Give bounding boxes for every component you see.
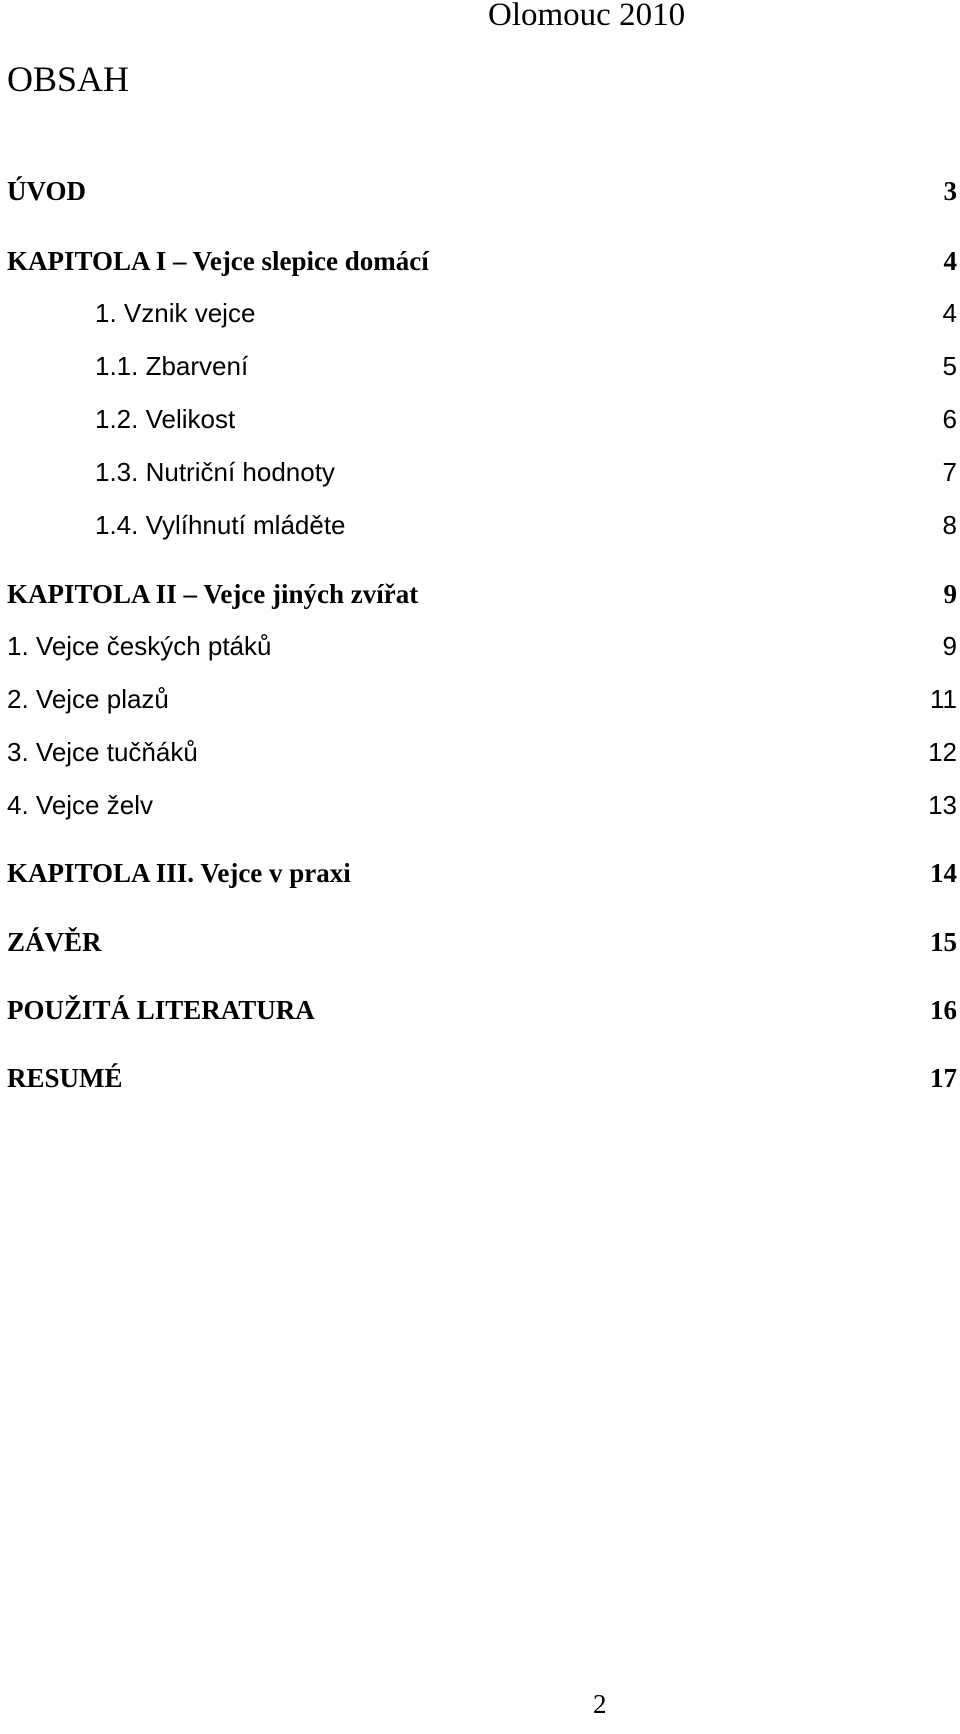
toc-entry-vejce-zelv (7, 790, 957, 821)
toc-entry-page: 13 (928, 790, 957, 820)
toc-entry-page: 15 (930, 927, 957, 957)
toc-entry-kapitola-2 (7, 578, 957, 610)
toc-entry-label: 1.2. Velikost (95, 404, 236, 434)
toc-entry-pouzita-literatura (7, 994, 957, 1026)
toc-entry-vejce-ceskych-ptaku (7, 631, 957, 662)
toc-entry-label: 1. Vejce českých ptáků (7, 631, 272, 661)
toc-entry-velikost (7, 404, 957, 435)
toc-entry-label: 2. Vejce plazů (7, 684, 169, 714)
toc-entry-vylihnuti-mladete (7, 510, 957, 541)
toc-entry-page: 3 (943, 176, 957, 206)
toc-entry-label: KAPITOLA I – Vejce slepice domácí (7, 246, 429, 276)
toc-entry-uvod (7, 175, 957, 207)
toc-entry-label: ÚVOD (7, 176, 86, 206)
toc-entry-label: KAPITOLA II – Vejce jiných zvířat (7, 579, 419, 609)
toc-entry-label: 1.3. Nutriční hodnoty (95, 457, 335, 487)
toc-entry-kapitola-3 (7, 857, 957, 889)
toc-entry-page: 5 (942, 351, 957, 381)
toc-entry-page: 9 (943, 579, 957, 609)
page-number: 2 (593, 1689, 607, 1719)
toc-entry-page: 8 (942, 510, 957, 540)
toc-entry-label: 4. Vejce želv (7, 790, 153, 820)
toc-entry-label: 1.4. Vylíhnutí mláděte (95, 510, 346, 540)
toc-entry-page: 6 (942, 404, 957, 434)
toc-entry-vejce-tucnaku (7, 737, 957, 768)
toc-entry-page: 14 (930, 858, 957, 888)
toc-entry-page: 7 (942, 457, 957, 487)
toc-entry-nutricni-hodnoty (7, 457, 957, 488)
toc-entry-page: 4 (942, 298, 957, 328)
toc-entry-zaver (7, 926, 957, 958)
toc-entry-page: 4 (943, 246, 957, 276)
toc-entry-zbarveni (7, 351, 957, 382)
toc-entry-vznik-vejce (7, 298, 957, 329)
toc-entry-label: RESUMÉ (7, 1063, 123, 1093)
toc-entry-resume (7, 1062, 957, 1094)
toc-entry-page: 16 (930, 995, 957, 1025)
toc-entry-kapitola-1 (7, 245, 957, 277)
toc-entry-label: ZÁVĚR (7, 927, 102, 957)
toc-entry-vejce-plazu (7, 684, 957, 715)
toc-entry-page: 17 (930, 1063, 957, 1093)
toc-heading: OBSAH (7, 59, 130, 99)
toc-entry-page: 12 (928, 737, 957, 767)
toc-entry-page: 9 (942, 631, 957, 661)
toc-entry-label: 3. Vejce tučňáků (7, 737, 198, 767)
toc-entry-label: 1.1. Zbarvení (95, 351, 249, 381)
toc-entry-page: 11 (930, 684, 957, 714)
header-place-year: Olomouc 2010 (488, 0, 686, 33)
toc-entry-label: POUŽITÁ LITERATURA (7, 995, 315, 1025)
toc-entry-label: 1. Vznik vejce (95, 298, 256, 328)
toc-entry-label: KAPITOLA III. Vejce v praxi (7, 858, 351, 888)
